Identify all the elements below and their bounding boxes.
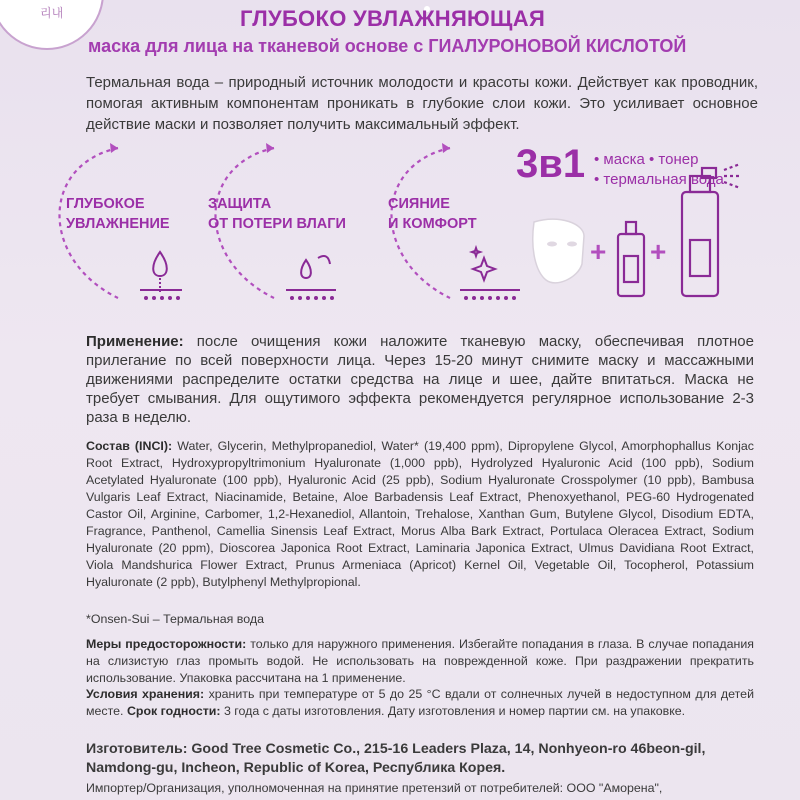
benefit-3-label: [388, 194, 477, 234]
importer-line: Импортер/Организация, уполномоченная на принятие претензий от потребителей: ООО "Аморена",: [86, 781, 663, 795]
usage-section: [86, 332, 754, 427]
product-title: ГЛУБОКО УВЛАЖНЯЮЩАЯ: [240, 6, 546, 31]
benefit-line: И КОМФОРТ: [388, 216, 477, 232]
precautions-section: [86, 636, 754, 687]
storage-label: Условия хранения:: [86, 687, 205, 701]
moisture-lock-icon: [286, 256, 336, 300]
manufacturer-label: Изготовитель:: [86, 741, 188, 757]
spray-bottle-icon: [682, 164, 742, 296]
droplet-icon: [140, 252, 182, 300]
mask-icon: [533, 219, 584, 283]
benefit-2-label: [208, 194, 346, 234]
storage-text: хранить при температуре от 5 до 25 °С вдали от солнечных лучей в недоступном для детей месте.: [86, 687, 754, 718]
precautions-label: Меры предосторожности:: [86, 637, 247, 651]
three-in-one-headline: 3в1: [516, 142, 586, 186]
arc-arrowheads: [110, 143, 450, 153]
manufacturer-text: Good Tree Cosmetic Co., 215-16 Leaders Plaza, 14, Nonhyeon-ro 46beon-gil, Namdong-gu, Incheon, Republic of Korea, Республика Корея.: [86, 741, 706, 776]
toner-bottle-icon: [618, 222, 644, 296]
benefit-1-label: [66, 194, 170, 234]
benefit-line: ГЛУБОКОЕ: [66, 196, 145, 212]
benefit-line: СИЯНИЕ: [388, 196, 450, 212]
usage-text: после очищения кожи наложите тканевую маску, обеспечивая плотное прилегание по всей поверхности лица. Через 15-20 минут снимите маску и массажными движениями распределите остатки средства на лице и шее, дайте впитаться. Маска не требует смывания. Для ощутимого эффекта рекомендуется регулярное использование 2-3 раза в неделю.: [86, 333, 754, 426]
usage-label: Применение:: [86, 333, 184, 350]
benefit-line: УВЛАЖНЕНИЕ: [66, 216, 170, 232]
brand-logo-text: 리내: [40, 6, 64, 20]
intro-paragraph: Термальная вода – природный источник молодости и красоты кожи. Действует как проводник, помогая активным компонентам проникать в глубокие слои кожи. Это усиливает основное действие маски и позволяет получить максимальный эффект.: [86, 74, 758, 133]
storage-section: [86, 686, 754, 720]
composition-section: [86, 438, 754, 591]
plus-sign: +: [650, 236, 667, 267]
footnote: *Onsen-Sui – Термальная вода: [86, 612, 264, 626]
precautions-text: только для наружного применения. Избегайте попадания в глаза. В случае попадания на слизистую глаз промыть водой. Не использовать на поврежденной коже. При раздражении прекратить использование. Упаковка рассчитана на 1 применение.: [86, 637, 754, 685]
three-in-one-item: • термальная вода: [594, 171, 724, 188]
three-in-one-item: • маска • тонер: [594, 151, 699, 168]
composition-text: Water, Glycerin, Methylpropanediol, Water* (19,400 ppm), Dipropylene Glycol, Amorphophallus Konjac Root Extract, Hydroxypropyltrimonium Hyaluronate (1,000 ppb), Hydrolyzed Hyaluronic Acid (100 ppb), Sodium Acetylated Hyaluronate (100 ppb), Hyaluronic Acid (25 ppb), Sodium Hyaluronate Crosspolymer (10 ppb), Bambusa Vulgaris Leaf Extract, Niacinamide, Betaine, Aloe Barbadensis Leaf Extract, Phenoxyethanol, PEG-60 Hydrogenated Castor Oil, Arginine, Carbomer, 1,2-Hexanediol, Allantoin, Trehalose, Xanthan Gum, Butylene Glycol, Disodium EDTA, Fragrance, Panthenol, Camellia Sinensis Leaf Extract, Morus Alba Bark Extract, Portulaca Oleracea Extract, Sodium Hyaluronate (20 ppm), Dioscorea Japonica Root Extract, Laminaria Japonica Extract, Ulmus Davidiana Root Extract, Viola Mandshurica Flower Extract, Prunus Armeniaca (Apricot) Kernel Oil, Vegetable Oil, Tocopherol, Potassium Hyaluronate (2 ppb), Butylphenyl Methylpropional.: [86, 439, 754, 589]
product-subtitle: маска для лица на тканевой основе с ГИАЛУРОНОВОЙ КИСЛОТОЙ: [88, 36, 687, 56]
plus-sign: +: [590, 236, 607, 267]
sparkle-icon: [460, 248, 520, 300]
benefit-line: ЗАЩИТА: [208, 196, 272, 212]
shelf-life-label: Срок годности:: [126, 704, 221, 718]
composition-label: Состав (INCI):: [86, 439, 173, 453]
shelf-life-text: 3 года с даты изготовления. Дату изготовления и номер партии см. на упаковке.: [220, 704, 686, 718]
manufacturer-section: [86, 740, 754, 778]
benefit-line: ОТ ПОТЕРИ ВЛАГИ: [208, 216, 346, 232]
